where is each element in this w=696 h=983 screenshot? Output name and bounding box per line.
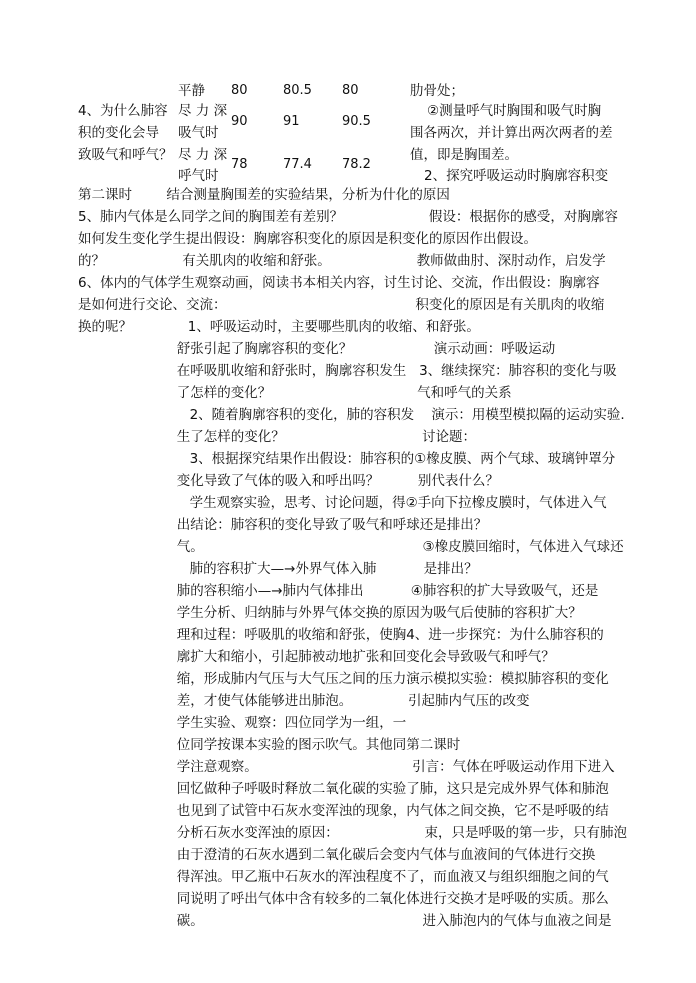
text-line: 差，才使气体能够进出肺泡。 引起肺内气压的改变: [78, 693, 530, 709]
text-line: 学生观察实验，思考、讨论问题，得②手向下拉橡皮膜时，气体进入气: [78, 495, 607, 511]
row-label-deep-inhale-b: 吸气时: [178, 125, 219, 141]
text-line: 肺的容积扩大—→外界气体入肺 是排出？: [78, 561, 478, 577]
text-line: 生了怎样的变化？ 讨论题：: [78, 429, 477, 445]
right-text-2: ②测量呼气时胸围和吸气时胸: [427, 103, 602, 119]
text-line: 理和过程：呼吸肌的收缩和舒张，使胸4、进一步探究：为什么肺容积的: [78, 627, 604, 643]
cell-r2-c2: 91: [283, 114, 300, 129]
text-line: 肺的容积缩小—→肺内气体排出 ④肺容积的扩大导致吸气，还是: [78, 583, 599, 599]
text-line: 5、肺内气体是么同学之间的胸围差有差别？ 假设：根据你的感受，对胸廓容: [78, 209, 618, 225]
text-line: 是如何进行交论、交流： 积变化的原因是有关肌肉的收缩: [78, 297, 605, 313]
text-line: 气。 ③橡皮膜回缩时，气体进入气球还: [78, 539, 624, 555]
right-text-4: 值，即是胸围差。: [410, 147, 518, 163]
text-line: 位同学按课本实验的图示吹气。其他同第二课时: [78, 737, 461, 753]
row-label-calm: 平静: [178, 83, 205, 99]
question-4-line-2: 积的变化会导: [78, 125, 159, 141]
text-line: 舒张引起了胸廓容积的变化？ 演示动画：呼吸运动: [78, 341, 556, 357]
question-4-line-3: 致吸气和呼气？: [78, 147, 173, 163]
cell-r1-c1: 80: [231, 83, 248, 98]
text-line: 3、根据探究结果作出假设：肺容积的①橡皮膜、两个气球、玻璃钟罩分: [78, 451, 616, 467]
cell-r1-c2: 80.5: [283, 83, 312, 98]
text-line: 碳。 进入肺泡内的气体与血液之间是: [78, 913, 612, 929]
cell-r1-c3: 80: [342, 83, 359, 98]
text-line: 2、随着胸廓容积的变化，肺的容积发 演示：用模型模拟隔的运动实验.: [78, 407, 625, 423]
text-line: 同说明了呼出气体中含有较多的二氧化体进行交换才是呼吸的实质。那么: [78, 891, 609, 907]
text-line: 换的呢？ 1、呼吸运动时，主要哪些肌肉的收缩、和舒张。: [78, 319, 480, 335]
text-line: 如何发生变化学生提出假设：胸廓容积变化的原因是积变化的原因作出假设。: [78, 231, 537, 247]
text-line: 学生分析、归纳肺与外界气体交换的原因为吸气后使肺的容积扩大？: [78, 605, 582, 621]
cell-r3-c2: 77.4: [283, 157, 312, 172]
right-text-5: 2、探究呼吸运动时胸廓容积变: [424, 168, 609, 184]
row-label-deep-inhale-a: 尽 力 深: [178, 103, 228, 119]
cell-r2-c3: 90.5: [342, 114, 371, 129]
text-line: 学生实验、观察：四位同学为一组，一: [78, 715, 407, 731]
row-label-deep-exhale-a: 尽 力 深: [178, 147, 228, 163]
cell-r3-c1: 78: [231, 157, 248, 172]
right-text-1: 肋骨处；: [410, 83, 464, 99]
text-line: 第二课时 结合测量胸围差的实验结果，分析为什化的原因: [78, 187, 450, 203]
text-line: 由于澄清的石灰水遇到二氧化碳后会变内气体与血液间的气体进行交换: [78, 847, 596, 863]
right-text-3: 围各两次，并计算出两次两者的差: [410, 125, 613, 141]
text-line: 了怎样的变化？ 气和呼气的关系: [78, 385, 512, 401]
text-line: 6、体内的气体学生观察动画，阅读书本相关内容，讨生讨论、交流，作出假设：胸廓容: [78, 275, 600, 291]
text-line: 出结论：肺容积的变化导致了吸气和呼球还是排出？: [78, 517, 488, 533]
cell-r2-c1: 90: [231, 114, 248, 129]
text-line: 廓扩大和缩小，引起肺被动地扩张和回变化会导致吸气和呼气？: [78, 649, 555, 665]
cell-r3-c3: 78.2: [342, 157, 371, 172]
text-line: 分析石灰水变浑浊的原因： 束，只是呼吸的第一步，只有肺泡: [78, 825, 628, 841]
row-label-deep-exhale-b: 呼气时: [178, 168, 219, 184]
text-line: 得浑浊。甲乙瓶中石灰水的浑浊程度不了，而血液又与组织细胞之间的气: [78, 869, 609, 885]
text-line: 回忆做种子呼吸时释放二氧化碳的实验了肺，这只是完成外界气体和肺泡: [78, 781, 609, 797]
question-4-line-1: 4、为什么肺容: [78, 103, 168, 119]
text-line: 的？ 有关肌肉的收缩和舒张。 教师做曲肘、深肘动作，启发学: [78, 253, 606, 269]
text-line: 学注意观察。 引言：气体在呼吸运动作用下进入: [78, 759, 615, 775]
text-line: 也见到了试管中石灰水变浑浊的现象，内气体之间交换，它不是呼吸的结: [78, 803, 609, 819]
text-line: 缩，形成肺内气压与大气压之间的压力演示模拟实验：模拟肺容积的变化: [78, 671, 609, 687]
text-line: 在呼吸肌收缩和舒张时，胸廓容积发生 3、继续探究：肺容积的变化与吸: [78, 363, 617, 379]
text-line: 变化导致了气体的吸入和呼出吗？ 别代表什么？: [78, 473, 499, 489]
